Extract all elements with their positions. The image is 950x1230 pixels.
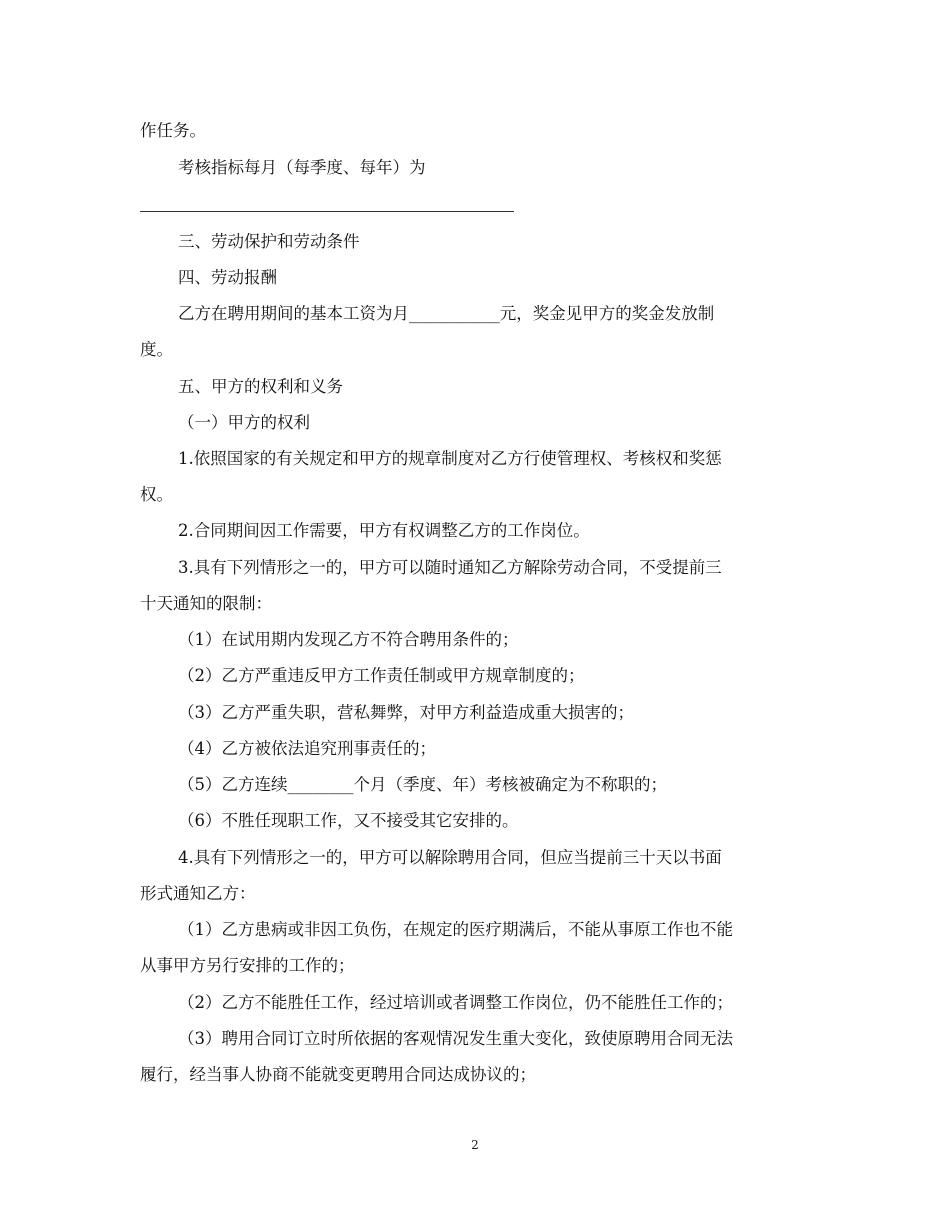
paragraph-line: 权。: [140, 485, 173, 504]
list-item: （2）乙方严重违反甲方工作责任制或甲方规章制度的；: [178, 666, 585, 685]
page-number: 2: [471, 1138, 479, 1152]
paragraph-line: 十天通知的限制：: [140, 594, 272, 613]
blank-fill-line: [140, 211, 514, 212]
paragraph-line: 4.具有下列情形之一的，甲方可以解除聘用合同，但应当提前三十天以书面: [178, 848, 722, 867]
list-item: （2）乙方不能胜任工作，经过培训或者调整工作岗位，仍不能胜任工作的；: [178, 993, 733, 1012]
paragraph-line: 乙方在聘用期间的基本工资为月___________元，奖金见甲方的奖金发放制: [178, 304, 715, 323]
paragraph-line: 3.具有下列情形之一的，甲方可以随时通知乙方解除劳动合同，不受提前三: [178, 558, 722, 577]
paragraph-line: 2.合同期间因工作需要，甲方有权调整乙方的工作岗位。: [178, 521, 590, 540]
paragraph-line: 1.依照国家的有关规定和甲方的规章制度对乙方行使管理权、考核权和奖惩: [178, 449, 722, 468]
list-item: （1）在试用期内发现乙方不符合聘用条件的；: [178, 630, 519, 649]
list-item: （4）乙方被依法追究刑事责任的；: [178, 739, 436, 758]
list-item: （6）不胜任现职工作，又不接受其它安排的。: [178, 811, 519, 830]
list-item: （1）乙方患病或非因工负伤，在规定的医疗期满后，不能从事原工作也不能: [178, 920, 733, 939]
paragraph-line: 度。: [140, 340, 173, 359]
paragraph-line: 作任务。: [140, 121, 206, 140]
paragraph-line: 履行，经当事人协商不能就变更聘用合同达成协议的；: [140, 1065, 536, 1084]
subsection-heading: （一）甲方的权利: [178, 413, 310, 432]
section-heading: 四、劳动报酬: [178, 268, 277, 287]
paragraph-line: 从事甲方另行安排的工作的；: [140, 956, 355, 975]
section-heading: 五、甲方的权利和义务: [178, 377, 343, 396]
paragraph-line: 形式通知乙方：: [140, 884, 256, 903]
section-heading: 三、劳动保护和劳动条件: [178, 232, 360, 251]
list-item: （3）聘用合同订立时所依据的客观情况发生重大变化，致使原聘用合同无法: [178, 1029, 733, 1048]
list-item: （5）乙方连续________个月（季度、年）考核被确定为不称职的；: [178, 775, 667, 794]
paragraph-line: 考核指标每月（每季度、每年）为: [178, 158, 426, 177]
list-item: （3）乙方严重失职，营私舞弊，对甲方利益造成重大损害的；: [178, 703, 634, 722]
